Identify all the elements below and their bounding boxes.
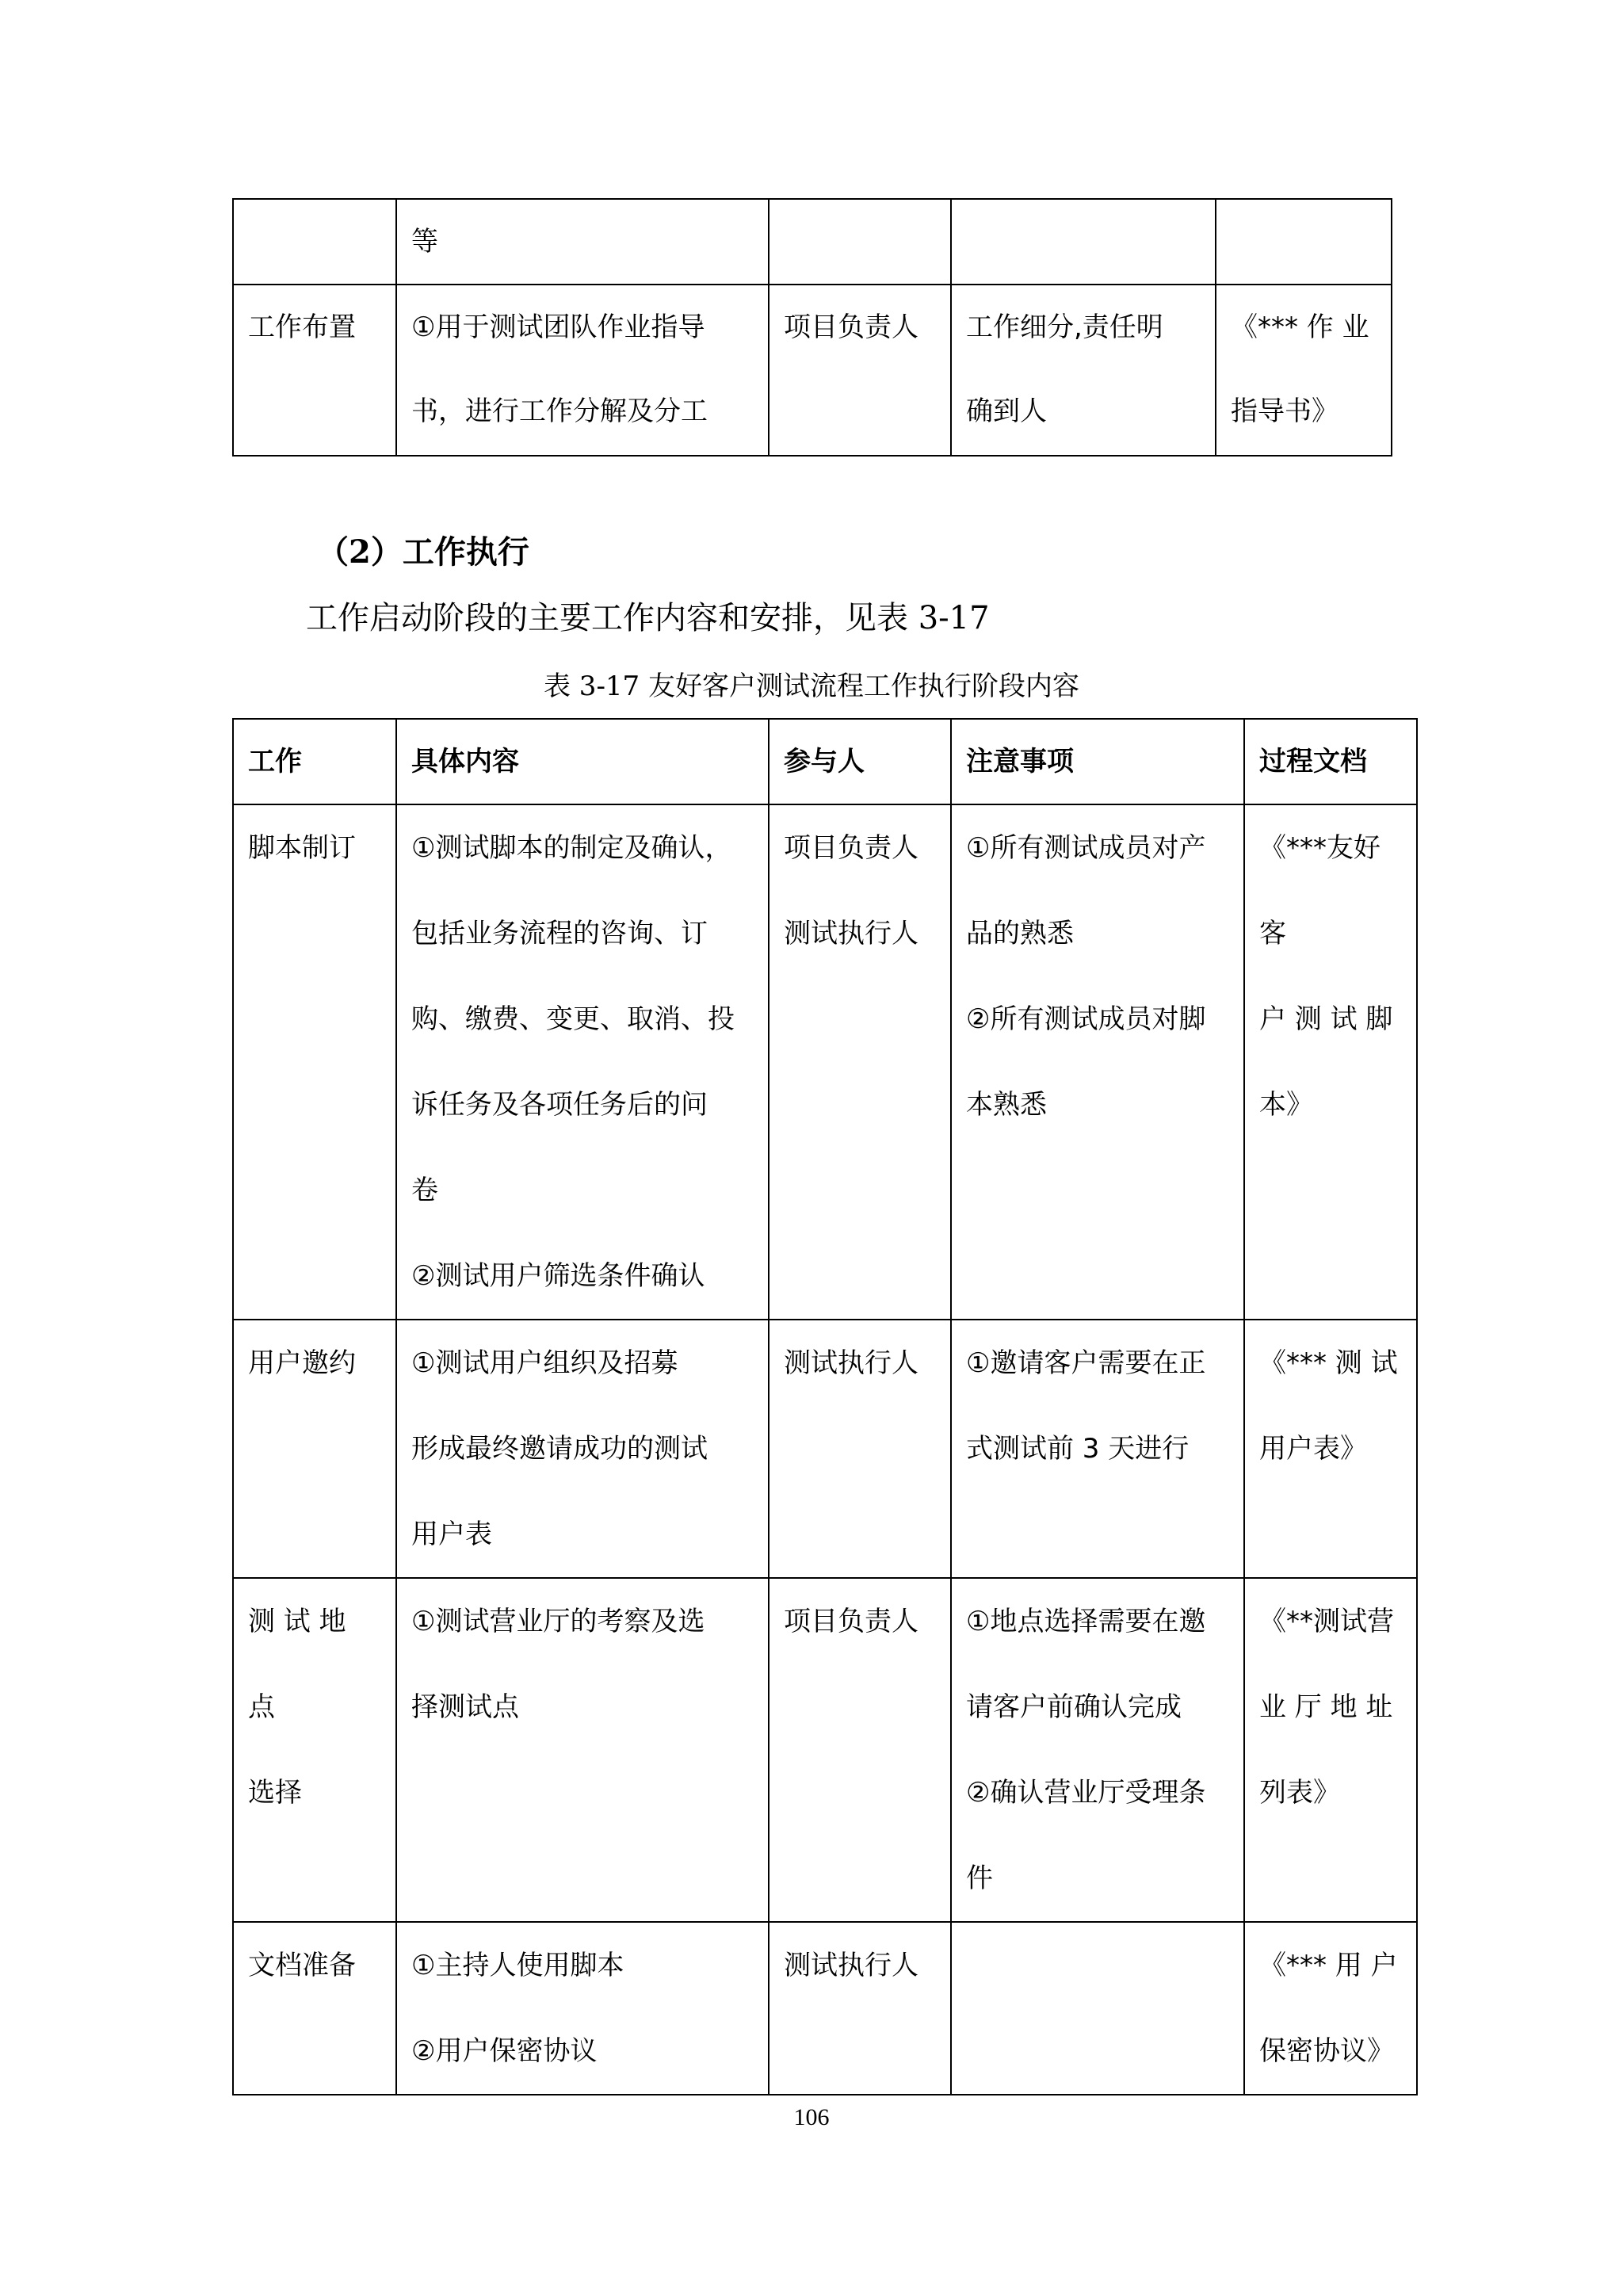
cell-line: 工作布置 — [248, 311, 356, 343]
cell-line: 项目负责人 — [784, 311, 918, 343]
cell-line: ①测试用户组织及招募 — [411, 1347, 678, 1379]
table-cell — [396, 1922, 769, 2095]
table-cell — [769, 1320, 951, 1578]
table-row — [233, 285, 1392, 456]
table-cell — [951, 1578, 1244, 1922]
table-cell — [233, 285, 396, 456]
table-cell — [1244, 1320, 1417, 1578]
cell-line: 测试执行人 — [784, 1950, 918, 1981]
cell-line: 指导书》 — [1231, 395, 1338, 427]
table-cell — [233, 1922, 396, 2095]
cell-line: 项目负责人 — [784, 1606, 918, 1637]
cell-line: 列表》 — [1259, 1777, 1340, 1809]
table-row — [233, 1922, 1417, 2095]
cell-line: 项目负责人 — [784, 832, 918, 864]
table-row — [233, 1320, 1417, 1578]
cell-line: 测试执行人 — [784, 1347, 918, 1379]
cell-line: ①测试脚本的制定及确认， — [411, 832, 732, 864]
table-row — [233, 1578, 1417, 1922]
section-heading: （2）工作执行 — [317, 533, 529, 571]
table-cell — [769, 285, 951, 456]
cell-line: 卷 — [411, 1175, 438, 1206]
table-cell — [233, 804, 396, 1320]
cell-line: 测试执行人 — [784, 918, 918, 949]
cell-line: 形成最终邀请成功的测试 — [411, 1433, 708, 1465]
cell-line: 《**测试营 — [1259, 1606, 1394, 1637]
table-cell — [396, 804, 769, 1320]
page-number: 106 — [793, 2104, 830, 2130]
table-cell — [1244, 1578, 1417, 1922]
table-row — [233, 804, 1417, 1320]
cell-line: 请客户前确认完成 — [966, 1691, 1182, 1723]
table-header-row — [233, 719, 1417, 804]
cell-line: 用户表》 — [1259, 1433, 1367, 1465]
cell-line: ①主持人使用脚本 — [411, 1950, 624, 1981]
table-cell — [396, 285, 769, 456]
cell-line: ②所有测试成员对脚 — [966, 1003, 1206, 1035]
cell-line: ②测试用户筛选条件确认 — [411, 1260, 705, 1292]
intro-paragraph: 工作启动阶段的主要工作内容和安排，见表 3-17 — [306, 600, 990, 636]
table-cell — [769, 1578, 951, 1922]
table-cell — [769, 1922, 951, 2095]
cell-line: 《*** 用 户 — [1259, 1950, 1398, 1981]
table-cell — [396, 1320, 769, 1578]
header-cell: 工作 — [233, 719, 396, 804]
cell-line: 《***友好客 — [1259, 832, 1381, 949]
cell-line: 书，进行工作分解及分工 — [411, 395, 708, 427]
table-cell — [769, 199, 951, 285]
cell-line: ②确认营业厅受理条 — [966, 1777, 1206, 1809]
cell-line: 品的熟悉 — [966, 918, 1074, 949]
cell-line: 《*** 作 业 — [1231, 311, 1369, 343]
table-cell — [951, 199, 1216, 285]
table-cell — [233, 1320, 396, 1578]
table-cell — [1244, 1922, 1417, 2095]
execution-phase-table — [232, 718, 1418, 2095]
cell-line: 《*** 测 试 — [1259, 1347, 1398, 1379]
table-cell — [1244, 804, 1417, 1320]
cell-line: 保密协议》 — [1259, 2035, 1394, 2067]
cell-line: 工作细分,责任明 — [966, 311, 1163, 343]
table-cell — [1216, 199, 1392, 285]
table-cell — [1216, 285, 1392, 456]
cell-line: 购、缴费、变更、取消、投 — [411, 1003, 735, 1035]
cell-line: 包括业务流程的咨询、订 — [411, 918, 708, 949]
table-cell — [951, 1320, 1244, 1578]
cell-line: 户 测 试 脚 — [1259, 1003, 1393, 1035]
table-cell — [951, 285, 1216, 456]
table-cell — [233, 1578, 396, 1922]
execution-phase-table-body — [233, 804, 1417, 2095]
cell-line: ①地点选择需要在邀 — [966, 1606, 1206, 1637]
cell-line: 用户邀约 — [248, 1347, 356, 1379]
cell-line: 脚本制订 — [248, 832, 356, 864]
cell-line: 件 — [966, 1862, 993, 1894]
header-cell: 参与人 — [769, 719, 951, 804]
cell-line: 业 厅 地 址 — [1259, 1691, 1393, 1723]
header-cell: 具体内容 — [396, 719, 769, 804]
table-cell — [396, 199, 769, 285]
cell-line: 等 — [411, 226, 438, 258]
cell-line: ②用户保密协议 — [411, 2035, 598, 2067]
continuation-table — [232, 198, 1392, 457]
table-cell — [769, 804, 951, 1320]
cell-line: 本熟悉 — [966, 1089, 1047, 1121]
table-cell — [951, 1922, 1244, 2095]
table-row — [233, 199, 1392, 285]
continuation-table-body — [233, 199, 1392, 456]
cell-line: 确到人 — [966, 395, 1047, 427]
cell-line: ①用于测试团队作业指导 — [411, 311, 705, 343]
cell-line: 择测试点 — [411, 1691, 519, 1723]
cell-line: 诉任务及各项任务后的问 — [411, 1089, 708, 1121]
cell-line: 文档准备 — [248, 1950, 356, 1981]
table-cell — [233, 199, 396, 285]
table-cell — [951, 804, 1244, 1320]
cell-line: 本》 — [1259, 1089, 1313, 1121]
cell-line: 式测试前 3 天进行 — [966, 1433, 1190, 1465]
table-caption: 表 3-17 友好客户测试流程工作执行阶段内容 — [544, 670, 1079, 702]
cell-line: 选择 — [248, 1777, 302, 1809]
cell-line: ①测试营业厅的考察及选 — [411, 1606, 705, 1637]
cell-line: 用户表 — [411, 1519, 492, 1550]
header-cell: 注意事项 — [951, 719, 1244, 804]
cell-line: ①邀请客户需要在正 — [966, 1347, 1206, 1379]
cell-line: 测 试 地 点 — [248, 1606, 346, 1723]
table-cell — [396, 1578, 769, 1922]
header-cell: 过程文档 — [1244, 719, 1417, 804]
cell-line: ①所有测试成员对产 — [966, 832, 1206, 864]
